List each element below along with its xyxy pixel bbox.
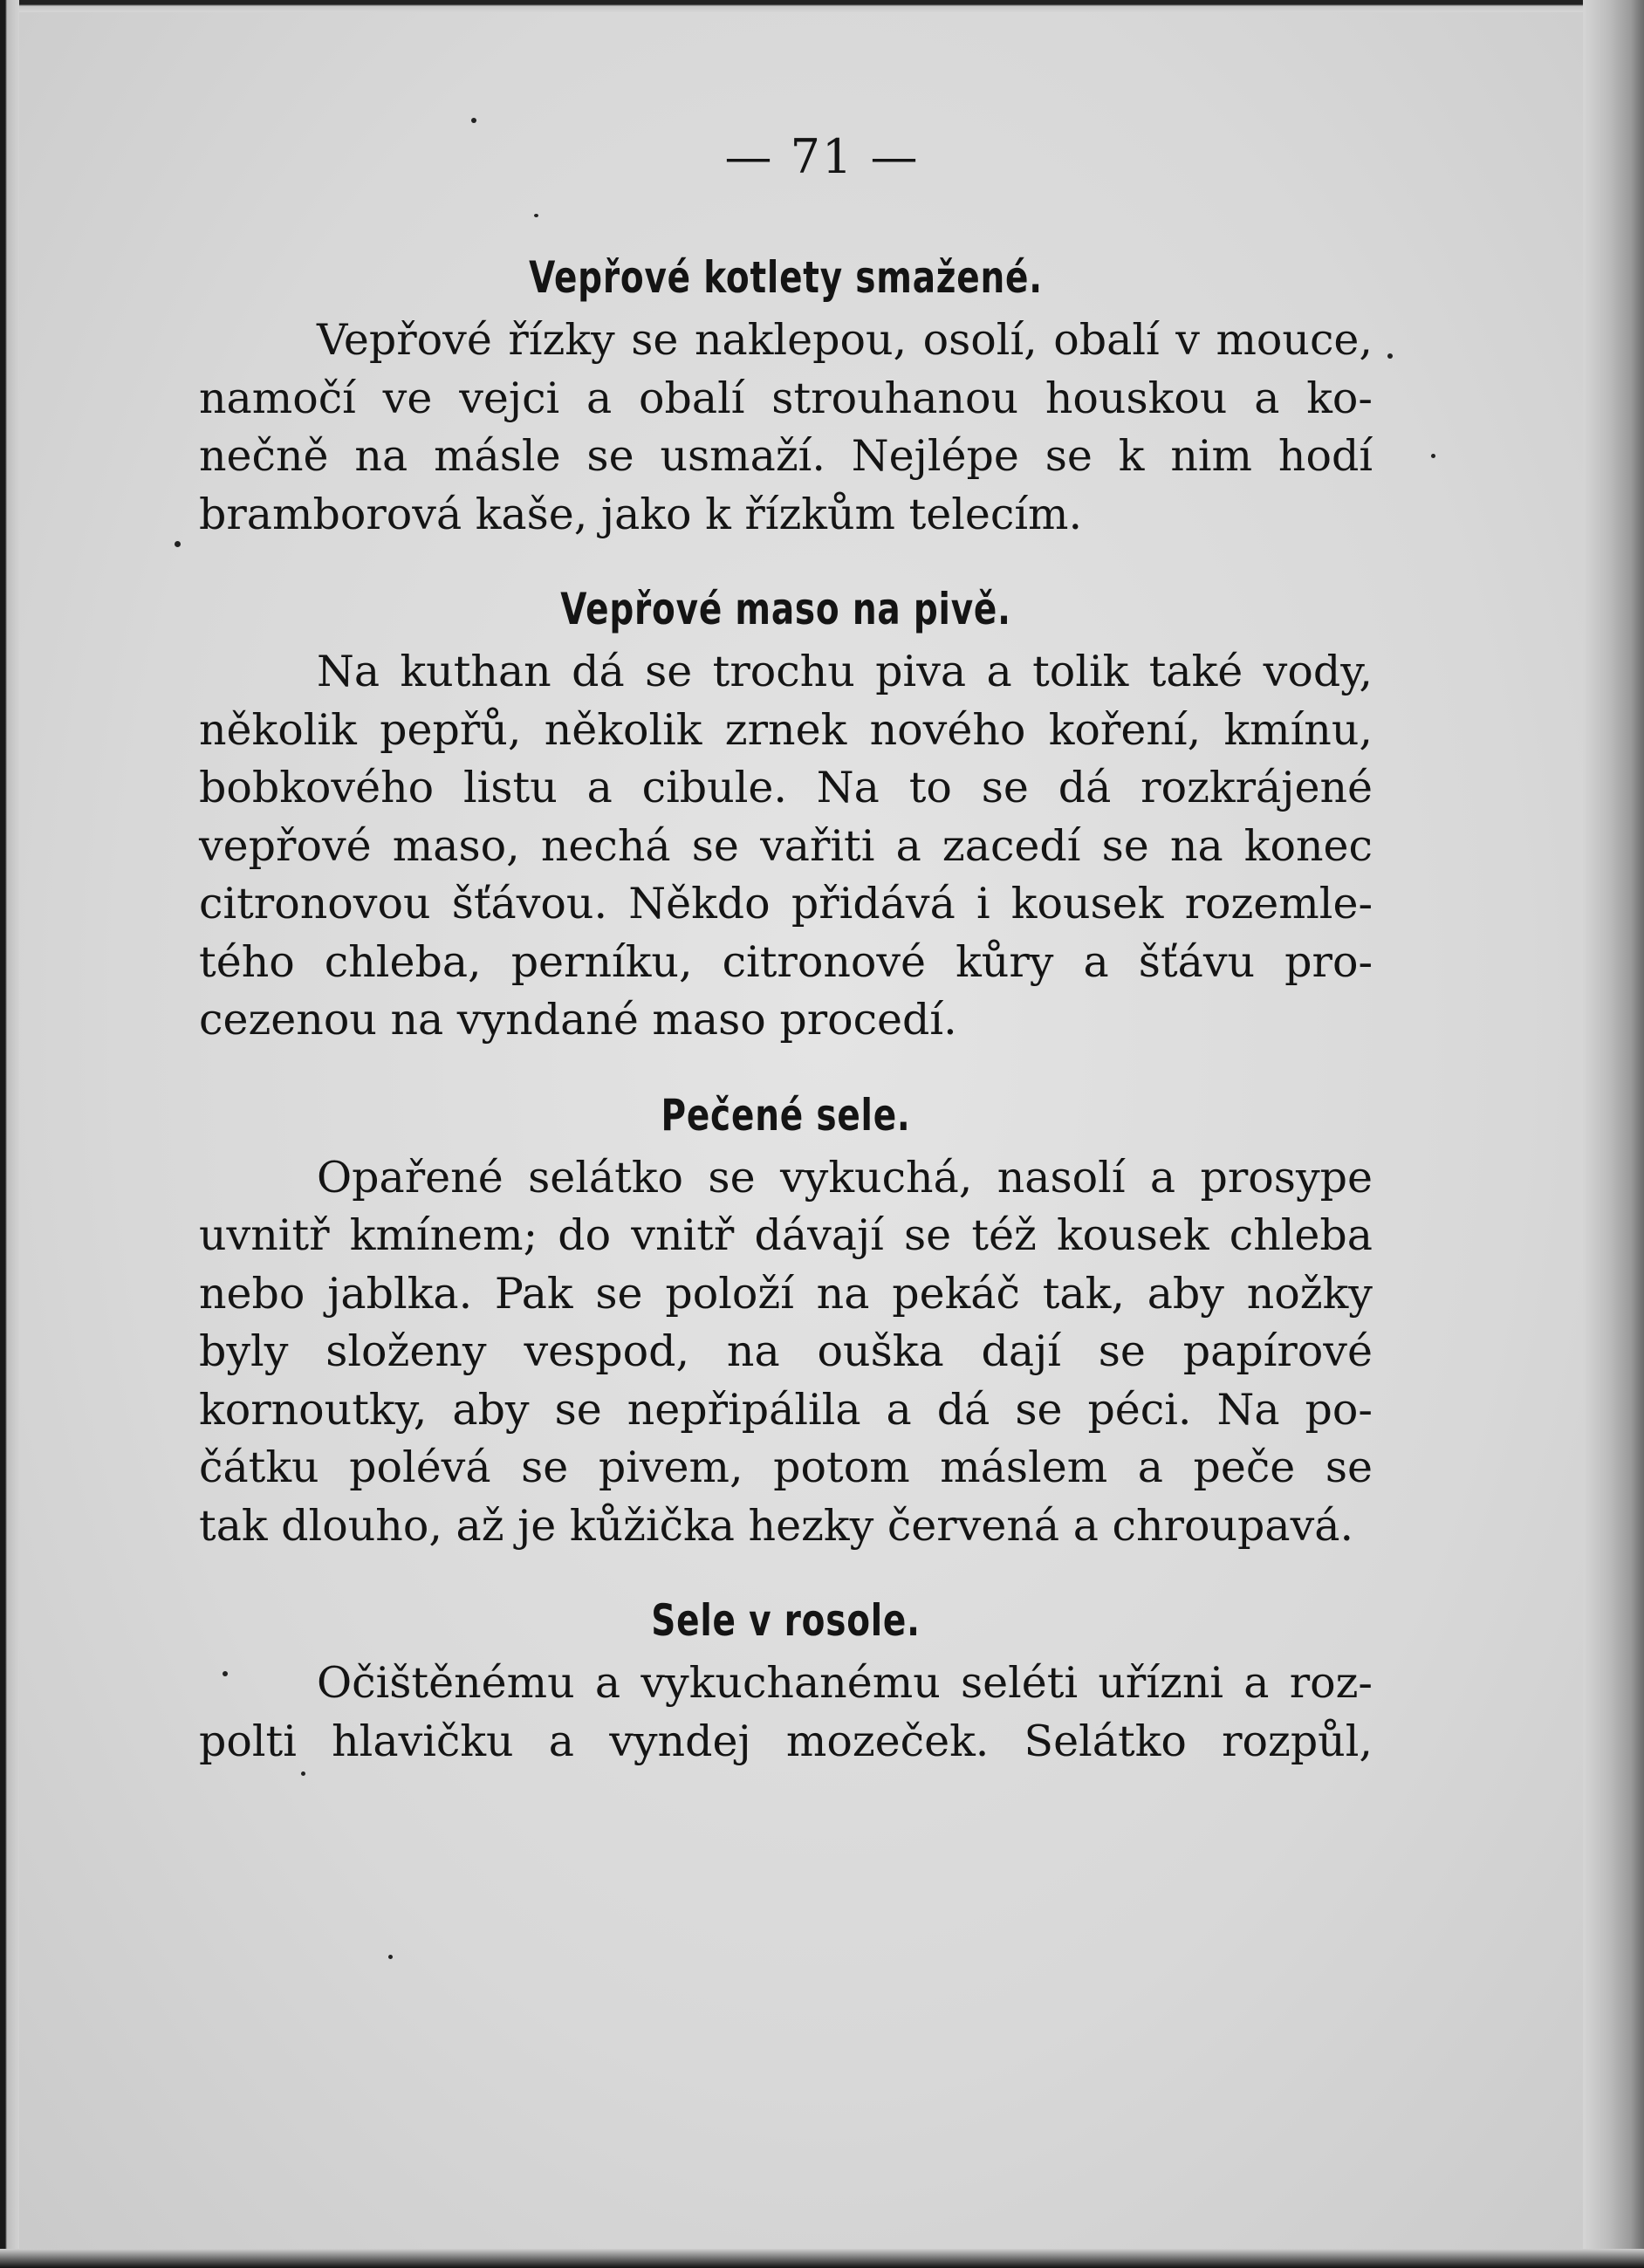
paragraph-line: cezenou na vyndané maso procedí.: [199, 995, 957, 1045]
paragraph-line: tak dlouho, až je kůžička hezky červená a chroupavá.: [199, 1500, 1354, 1551]
print-speck: [1431, 454, 1435, 458]
paragraph-line: čátku polévá se pivem, potom máslem a peče se: [199, 1442, 1373, 1492]
print-speck: [534, 214, 538, 217]
print-speck: [301, 1771, 305, 1776]
paragraph-line: kornoutky, aby se nepřipálila a dá se péci. Na po-: [199, 1384, 1373, 1435]
scan-edge-right: [1583, 0, 1644, 2268]
paragraph-line: nečně na másle se usmaží. Nejlépe se k nim hodí: [199, 431, 1373, 481]
paragraph-line: bobkového listu a cibule. Na to se dá rozkrájené: [199, 763, 1373, 812]
paragraph-line: byly složeny vespod, na ouška dají se papírové: [199, 1326, 1373, 1376]
scan-edge-bottom: [0, 2249, 1644, 2268]
paragraph-line: tého chleba, perníku, citronové kůry a šťávu pro-: [199, 936, 1373, 987]
paragraph-line: citronovou šťávou. Někdo přidává i kousek rozemle-: [199, 879, 1373, 928]
paragraph-line: polti hlavičku a vyndej mozeček. Selátko rozpůl,: [199, 1716, 1373, 1766]
paragraph-line: namočí ve vejci a obalí strouhanou houskou a ko-: [199, 373, 1373, 423]
section-heading: Vepřové maso na pivě.: [560, 584, 1011, 634]
section-heading: Pečené sele.: [661, 1089, 911, 1141]
print-speck: [388, 1955, 393, 1959]
print-speck: [175, 541, 181, 547]
paragraph-line: bramborová kaše, jako k řízkům telecím.: [199, 489, 1083, 539]
scan-edge-top: [0, 0, 1644, 12]
paragraph-line: několik pepřů, několik zrnek nového koření, kmínu,: [199, 704, 1373, 755]
section-heading: Sele v rosole.: [651, 1595, 921, 1646]
paragraph-line: nebo jablka. Pak se položí na pekáč tak, aby nožky: [199, 1268, 1373, 1319]
paragraph-line: Na kuthan dá se trochu piva a tolik také vody,: [317, 647, 1373, 696]
print-speck: [1387, 353, 1393, 359]
section-paragraph: [199, 1655, 1373, 1771]
print-speck: [471, 118, 476, 123]
section-paragraph: [199, 312, 1373, 544]
paragraph-line: Opařené selátko se vykuchá, nasolí a prosype: [317, 1152, 1373, 1203]
text-column: [199, 249, 1373, 1771]
paragraph-line: vepřové maso, nechá se vařiti a zacedí se na konec: [199, 820, 1373, 871]
page-number: — 71 —: [724, 129, 920, 184]
section-paragraph: [199, 1149, 1373, 1556]
paragraph-line: uvnitř kmínem; do vnitř dávají se též kousek chleba: [199, 1210, 1373, 1260]
paragraph-line: Vepřové řízky se naklepou, osolí, obalí v mouce,: [317, 315, 1373, 365]
paragraph-line: Očištěnému a vykuchanému seléti uřízni a roz-: [317, 1658, 1373, 1708]
section-heading: Vepřové kotlety smažené.: [529, 252, 1043, 303]
section-paragraph: [199, 643, 1373, 1050]
scan-edge-left: [0, 0, 19, 2268]
